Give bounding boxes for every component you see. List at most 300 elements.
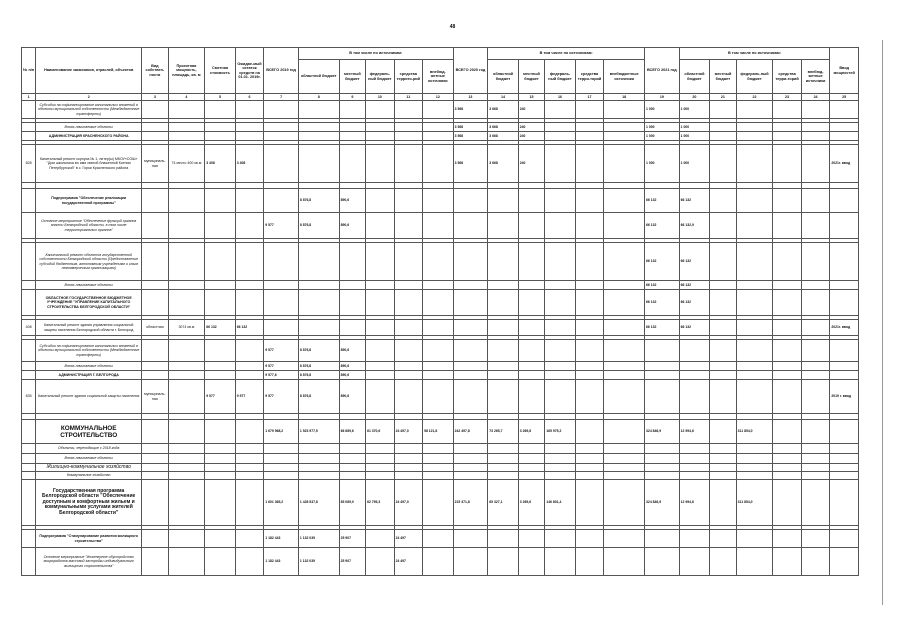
cell-value: 61 370,6 [366, 420, 395, 444]
cell-value: 240 [518, 132, 544, 141]
cell-value: 24 497 [394, 530, 423, 548]
cell-value [679, 362, 710, 371]
cell-value [679, 340, 710, 362]
cell-ownership [142, 123, 168, 132]
cell-value [773, 132, 802, 141]
column-number: 24 [801, 94, 830, 101]
cell-value [235, 548, 264, 576]
column-number: 20 [679, 94, 710, 101]
cell-value [679, 454, 710, 464]
cell-number [22, 340, 36, 362]
cell-value: 242 497,8 [453, 420, 488, 444]
cell-value [575, 444, 604, 454]
table-row [22, 145, 859, 183]
cell-value [339, 464, 365, 472]
cell-value [575, 132, 604, 141]
cell-value [773, 464, 802, 472]
cell-value [545, 213, 576, 239]
table-row [22, 123, 859, 132]
cell-value [235, 290, 264, 316]
cell-value [604, 530, 645, 548]
cell-value [575, 472, 604, 480]
cell-value [801, 480, 830, 526]
cell-cost [205, 243, 236, 281]
cell-value [604, 189, 645, 213]
cell-value [453, 213, 488, 239]
cell-value: 1 428 537,8 [298, 480, 339, 526]
cell-value [575, 281, 604, 290]
cell-value [339, 290, 365, 316]
cell-value: 66 132 [645, 281, 680, 290]
cell-object-name: Вновь начинаемые объекты [36, 281, 142, 290]
cell-value [264, 145, 299, 183]
cell-value [423, 464, 454, 472]
cell-value [575, 480, 604, 526]
cell-value [518, 472, 544, 480]
cell-value [518, 454, 544, 464]
cell-value [604, 145, 645, 183]
header-total-2020: ВСЕГО 2020 год [453, 48, 488, 94]
cell-value [298, 132, 339, 141]
cell-value [366, 548, 395, 576]
column-number: 5 [205, 94, 236, 101]
cell-value [710, 371, 736, 380]
cell-capacity-input [830, 189, 859, 213]
cell-value [394, 371, 423, 380]
cell-value [645, 472, 680, 480]
cell-value: 1 523 977,5 [298, 420, 339, 444]
cell-value [545, 132, 576, 141]
cell-capacity [168, 290, 205, 316]
header-federal-2019: федераль-ный бюджет [366, 60, 395, 94]
cell-capacity-input [830, 530, 859, 548]
cell-value [339, 145, 365, 183]
cell-object-name: Объекты, переходящие с 2018 года [36, 444, 142, 454]
cell-value [264, 243, 299, 281]
cell-value [366, 371, 395, 380]
cell-value [488, 189, 519, 213]
cell-cost [205, 123, 236, 132]
cell-value: 8 876,8 [298, 340, 339, 362]
cell-value: 890,6 [339, 340, 365, 362]
cell-value: 1 000 [679, 123, 710, 132]
cell-number [22, 281, 36, 290]
cell-cost [205, 281, 236, 290]
cell-value [679, 548, 710, 576]
header-name: Наименование заказчиков, отраслей, объектов [36, 48, 142, 94]
cell-value: 8 876,8 [298, 362, 339, 371]
cell-capacity-input [830, 243, 859, 281]
cell-value: 65 327,1 [488, 480, 519, 526]
cell-ownership: муниципаль-ная [142, 145, 168, 183]
cell-value [423, 340, 454, 362]
cell-value [710, 340, 736, 362]
cell-value: 1 000 [645, 101, 680, 119]
table-row [22, 380, 859, 414]
cell-value [679, 464, 710, 472]
cell-value [298, 320, 339, 336]
cell-value [366, 123, 395, 132]
cell-value [604, 243, 645, 281]
column-number: 12 [423, 94, 454, 101]
cell-value [339, 444, 365, 454]
cell-value [773, 371, 802, 380]
column-number: 23 [773, 94, 802, 101]
cell-value: 9 577 [264, 380, 299, 414]
cell-ownership [142, 243, 168, 281]
cell-value [366, 472, 395, 480]
cell-value [339, 454, 365, 464]
cell-number [22, 213, 36, 239]
cell-value [366, 320, 395, 336]
cell-value [394, 454, 423, 464]
cell-value [298, 454, 339, 464]
cell-value: 9 577 [264, 340, 299, 362]
cell-value [339, 101, 365, 119]
cell-value [394, 132, 423, 141]
cell-value [679, 444, 710, 454]
cell-capacity: 74 место 400 кв.м [168, 145, 205, 183]
cell-cost [205, 530, 236, 548]
cell-value: 3 568 [453, 101, 488, 119]
header-extra-2020: внебюджетные источники [604, 60, 645, 94]
cell-value [394, 213, 423, 239]
cell-value [394, 290, 423, 316]
cell-value [235, 101, 264, 119]
cell-value [394, 101, 423, 119]
cell-value [264, 189, 299, 213]
cell-value [736, 213, 773, 239]
header-territory-2020: средства терри-торий [575, 60, 604, 94]
cell-value [518, 530, 544, 548]
cell-value [366, 132, 395, 141]
cell-value [801, 371, 830, 380]
cell-value [710, 145, 736, 183]
cell-value [235, 464, 264, 472]
cell-value [710, 480, 736, 526]
cell-value [235, 371, 264, 380]
cell-object-name: Субсидии на софинансирование капитальных вложений в объекты муниципальной собственности (Межбюджетные трансферты) [36, 340, 142, 362]
cell-value [604, 290, 645, 316]
cell-capacity [168, 380, 205, 414]
cell-value [423, 380, 454, 414]
cell-value [575, 530, 604, 548]
column-number: 2 [36, 94, 142, 101]
cell-value [801, 243, 830, 281]
cell-value [394, 472, 423, 480]
column-number: 13 [453, 94, 488, 101]
cell-object-name: Государственная программа Белгородской области "Обеспечение доступным и комфортным жильем и коммунальными услугами жителей Белгородской области" [36, 480, 142, 526]
cell-number [22, 548, 36, 576]
column-number: 4 [168, 94, 205, 101]
cell-object-name: АДМИНИСТРАЦИЯ Г. БЕЛГОРОДА [36, 371, 142, 380]
cell-cost [205, 340, 236, 362]
cell-capacity [168, 101, 205, 119]
cell-value [298, 145, 339, 183]
cell-value [710, 380, 736, 414]
cell-object-name: Жилищно-коммунальное хозяйство [36, 464, 142, 472]
cell-value: 165 975,2 [545, 420, 576, 444]
cell-value [264, 444, 299, 454]
cell-capacity-input [830, 420, 859, 444]
cell-value [488, 290, 519, 316]
cell-value [575, 145, 604, 183]
cell-value [235, 123, 264, 132]
cell-value [710, 320, 736, 336]
cell-value: 1 000 [679, 145, 710, 183]
cell-object-name: Подпрограмма "Стимулирование развития жилищного строительства" [36, 530, 142, 548]
header-regional-2021: областной бюджет [679, 60, 710, 94]
cell-value [736, 371, 773, 380]
cell-value [366, 464, 395, 472]
cell-value [801, 340, 830, 362]
cell-number [22, 530, 36, 548]
column-number: 18 [604, 94, 645, 101]
cell-value: 215 371,8 [453, 480, 488, 526]
cell-value [394, 362, 423, 371]
cell-value [366, 213, 395, 239]
cell-value [545, 101, 576, 119]
cell-value [423, 530, 454, 548]
cell-capacity [168, 472, 205, 480]
header-num: № п/п [22, 48, 36, 94]
cell-value [298, 444, 339, 454]
cell-value: 146 801,4 [545, 480, 576, 526]
cell-value [366, 454, 395, 464]
cell-capacity-input [830, 290, 859, 316]
cell-value [773, 101, 802, 119]
cell-value [423, 243, 454, 281]
cell-value [736, 464, 773, 472]
cell-value [710, 132, 736, 141]
cell-object-name: КОММУНАЛЬНОЕ СТРОИТЕЛЬСТВО [36, 420, 142, 444]
cell-number [22, 362, 36, 371]
column-number: 9 [339, 94, 365, 101]
column-number: 16 [545, 94, 576, 101]
cell-value [604, 340, 645, 362]
cell-value: 3 408 [235, 145, 264, 183]
cell-value [545, 464, 576, 472]
cell-value [736, 189, 773, 213]
column-number: 11 [394, 94, 423, 101]
cell-value: 3 668 [488, 101, 519, 119]
cell-value [773, 444, 802, 454]
cell-value [453, 472, 488, 480]
cell-value [488, 213, 519, 239]
cell-value [264, 464, 299, 472]
column-number: 14 [488, 94, 519, 101]
cell-value [773, 472, 802, 480]
header-territory-2019: средства террито-рий [394, 60, 423, 94]
cell-number: 408 [22, 320, 36, 336]
cell-value [366, 243, 395, 281]
cell-value [710, 464, 736, 472]
cell-value: 1 000 [679, 101, 710, 119]
cell-object-name: ОБЛАСТНОЕ ГОСУДАРСТВЕННОЕ БЮДЖЕТНОЕ УЧРЕЖДЕНИЕ "УПРАВЛЕНИЕ КАПИТАЛЬНОГО СТРОИТЕЛЬСТВА БЕЛГОРОДСКОЙ ОБЛАСТИ" [36, 290, 142, 316]
cell-value [710, 189, 736, 213]
cell-cost [205, 454, 236, 464]
header-territory-2021: средства терри-торий [773, 60, 802, 94]
cell-capacity [168, 444, 205, 454]
cell-value [394, 281, 423, 290]
column-number: 15 [518, 94, 544, 101]
table-row [22, 444, 859, 454]
cell-number [22, 123, 36, 132]
cell-value [298, 472, 339, 480]
cell-value [710, 213, 736, 239]
cell-cost [205, 101, 236, 119]
header-cost: Сметная стоимость [205, 48, 236, 94]
cell-value [736, 132, 773, 141]
cell-value [453, 530, 488, 548]
cell-value [423, 145, 454, 183]
cell-value [235, 480, 264, 526]
cell-value [604, 548, 645, 576]
cell-value [518, 444, 544, 454]
column-number: 25 [830, 94, 859, 101]
page-number: 48 [449, 24, 456, 30]
cell-value [575, 464, 604, 472]
cell-value: 66 132 [679, 290, 710, 316]
cell-value [518, 464, 544, 472]
cell-capacity [168, 213, 205, 239]
cell-value [423, 123, 454, 132]
cell-value [488, 472, 519, 480]
page-edge-line [882, 40, 883, 605]
cell-value [453, 444, 488, 454]
cell-cost [205, 132, 236, 141]
cell-value [453, 281, 488, 290]
cell-value: 12 994,6 [679, 480, 710, 526]
cell-value [488, 243, 519, 281]
cell-value [518, 189, 544, 213]
cell-value [773, 213, 802, 239]
cell-value [575, 454, 604, 464]
cell-value [545, 340, 576, 362]
cell-object-name: Капитальный ремонт корпуса № 1, литер(ы) МКОУ«СОШ» "Дом школьника во имя святой блаженной Ксении Петербургской" в с. Горки Красненского района [36, 145, 142, 183]
cell-value [679, 530, 710, 548]
cell-ownership: областная [142, 320, 168, 336]
cell-object-name: Коммунальное хозяйство [36, 472, 142, 480]
cell-ownership: муниципаль-ная [142, 380, 168, 414]
cell-value: 12 994,6 [679, 420, 710, 444]
table-row [22, 480, 859, 526]
cell-value [545, 123, 576, 132]
cell-value [488, 281, 519, 290]
header-total-2019: ВСЕГО 2019 год [264, 48, 299, 94]
cell-object-name: Основное мероприятие "Обеспечение функций органов власти Белгородской области, в том числе территориальных органов" [36, 213, 142, 239]
cell-object-name: Основное мероприятие "Инженерное обустройство микрорайонов массовой застройки индивидуального жилищного строительства" [36, 548, 142, 576]
cell-value: 1 679 968,2 [264, 420, 299, 444]
table-row [22, 548, 859, 576]
cell-value [604, 362, 645, 371]
cell-capacity [168, 454, 205, 464]
cell-value [773, 145, 802, 183]
cell-value [575, 213, 604, 239]
cell-number [22, 371, 36, 380]
cell-capacity [168, 464, 205, 472]
cell-ownership [142, 444, 168, 454]
column-number: 8 [298, 94, 339, 101]
cell-capacity-input [830, 472, 859, 480]
header-local-2021: местный бюджет [710, 60, 736, 94]
cell-value [545, 320, 576, 336]
cell-value [453, 362, 488, 371]
column-number: 17 [575, 94, 604, 101]
cell-value [604, 281, 645, 290]
cell-value: 24 497,0 [394, 480, 423, 526]
cell-ownership [142, 132, 168, 141]
cell-value [423, 189, 454, 213]
cell-value: 1 000 [645, 145, 680, 183]
cell-ownership [142, 530, 168, 548]
cell-value: 8 876,8 [298, 213, 339, 239]
cell-value [453, 189, 488, 213]
cell-capacity [168, 132, 205, 141]
cell-number [22, 444, 36, 454]
cell-value [394, 444, 423, 454]
cell-value: 3 668 [488, 145, 519, 183]
cell-value [736, 101, 773, 119]
cell-object-name: Капитальный ремонт здания социальной защиты населения [36, 380, 142, 414]
cell-value [645, 444, 680, 454]
cell-value [423, 480, 454, 526]
header-group-2021: В том числе по источникам: [679, 48, 830, 60]
cell-value [604, 123, 645, 132]
cell-value [801, 145, 830, 183]
cell-value [575, 189, 604, 213]
cell-value [773, 420, 802, 444]
cell-value: 324 846,9 [645, 480, 680, 526]
cell-capacity [168, 371, 205, 380]
cell-value [545, 281, 576, 290]
table-row [22, 101, 859, 119]
cell-cost [205, 420, 236, 444]
cell-value [423, 101, 454, 119]
cell-value [801, 101, 830, 119]
cell-value [488, 444, 519, 454]
cell-value [453, 371, 488, 380]
cell-value [645, 380, 680, 414]
cell-value: 8 876,8 [298, 371, 339, 380]
cell-value [235, 362, 264, 371]
cell-value [773, 320, 802, 336]
cell-value [545, 444, 576, 454]
cell-value: 1 000 [645, 132, 680, 141]
cell-ownership [142, 290, 168, 316]
column-number: 19 [645, 94, 680, 101]
cell-value [645, 362, 680, 371]
cell-value [710, 281, 736, 290]
cell-value [773, 380, 802, 414]
cell-value [298, 243, 339, 281]
cell-cost: 3 408 [205, 145, 236, 183]
cell-value [366, 340, 395, 362]
cell-value: 890,6 [339, 213, 365, 239]
cell-value [545, 454, 576, 464]
cell-value: 240 [518, 145, 544, 183]
cell-value [488, 371, 519, 380]
column-number: 6 [235, 94, 264, 101]
cell-ownership [142, 454, 168, 464]
header-regional-2020: областной бюджет [488, 60, 519, 94]
cell-object-name: Капитальный ремонт объектов государственной собственности Белгородской области (Предоставление субсидий бюджетным, автономным учреждениям и иным некоммерческим организациям) [36, 243, 142, 281]
cell-value [575, 371, 604, 380]
cell-value: 66 132 [645, 189, 680, 213]
cell-value [645, 454, 680, 464]
cell-ownership [142, 480, 168, 526]
cell-value [298, 290, 339, 316]
